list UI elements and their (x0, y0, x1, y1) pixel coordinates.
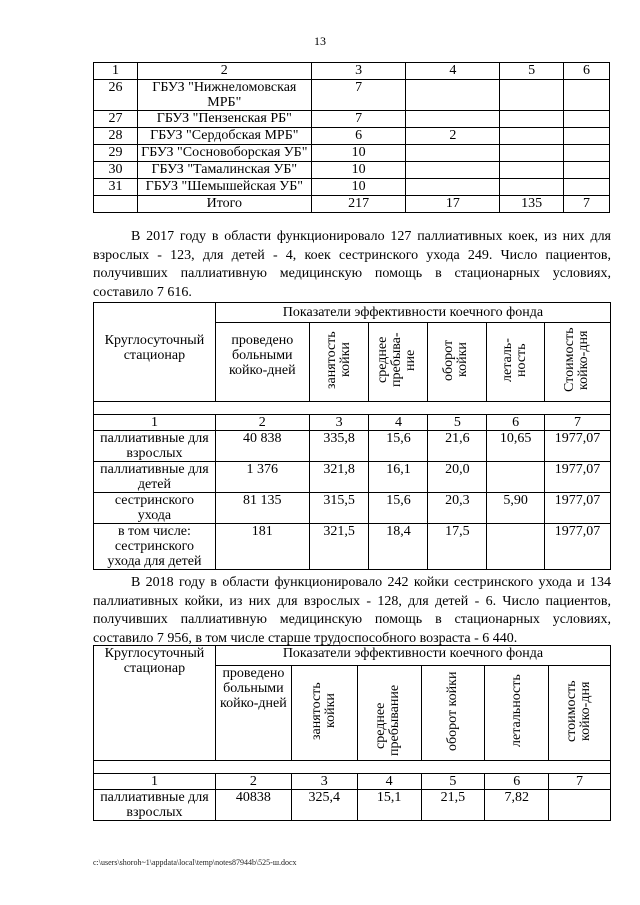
cell: 10 (311, 145, 406, 162)
institution-name: ГБУЗ "Тамалинская УБ" (137, 162, 311, 179)
cell (564, 162, 610, 179)
column-number: 1 (94, 415, 216, 431)
table-row (94, 145, 610, 162)
column-number: 6 (485, 774, 549, 790)
cell: 1977,07 (545, 462, 611, 493)
column-header (369, 323, 428, 402)
column-header-text: Стоимость койко-дня (561, 327, 591, 393)
paragraph-text: В 2017 году в области функционировало 127 паллиативных коек, из них для взрослых - 123, для детей - 4, коек сестринского ухода 249. Число пациентов, получивших паллиативную медицинскую помощь в стационарных условиях, составило 7 616. (93, 229, 611, 300)
cell: 20,3 (428, 493, 487, 524)
cell (487, 462, 545, 493)
column-header (421, 666, 485, 761)
table-efficiency-2017 (93, 302, 611, 570)
cell: 15,1 (357, 790, 421, 821)
column-number: 3 (309, 415, 369, 431)
cell (406, 111, 500, 128)
cell: 16,1 (369, 462, 428, 493)
table-row (94, 179, 610, 196)
cell: 20,0 (428, 462, 487, 493)
page-number: 13 (314, 34, 326, 48)
header-cell: 1 (94, 63, 138, 80)
cell: 7 (311, 80, 406, 111)
table-efficiency-2018 (93, 645, 611, 821)
cell (406, 80, 500, 111)
cell: 21,6 (428, 431, 487, 462)
column-number: 2 (215, 415, 309, 431)
cell: 321,8 (309, 462, 369, 493)
header-cell: 2 (137, 63, 311, 80)
institution-name: ГБУЗ "Сердобская МРБ" (137, 128, 311, 145)
cell (500, 145, 564, 162)
cell (500, 128, 564, 145)
cell (500, 111, 564, 128)
column-header-text: оборот койки (444, 671, 460, 751)
cell: 2 (406, 128, 500, 145)
cell: 40838 (215, 790, 291, 821)
institution-name: ГБУЗ "Пензенская РБ" (137, 111, 311, 128)
cell: 335,8 (309, 431, 369, 462)
cell (406, 145, 500, 162)
column-numbers-row (94, 415, 611, 431)
column-number: 4 (357, 774, 421, 790)
column-header (309, 323, 369, 402)
cell: 321,5 (309, 524, 369, 570)
cell: 315,5 (309, 493, 369, 524)
row-label: паллиативные для взрослых (94, 790, 216, 821)
cell (564, 111, 610, 128)
row-label: в том числе: сестринского ухода для детей (94, 524, 216, 570)
column-header-text: оборот койки (441, 339, 471, 381)
column-number: 4 (369, 415, 428, 431)
row-number: 29 (94, 145, 138, 162)
cell: 15,6 (369, 431, 428, 462)
cell: 10,65 (487, 431, 545, 462)
cell (500, 179, 564, 196)
stub-header: Круглосуточный стационар (94, 303, 216, 402)
cell: 1977,07 (545, 431, 611, 462)
paragraph-text: В 2018 году в области функционировало 242 койки сестринского ухода и 134 паллиативных койки, из них для взрослых - 128, для детей - 6. Число пациентов, получивших паллиативную медицинскую помощь в стационарных условиях, составило 7 956, в том числе старше трудоспособного возраста - 6 440. (93, 575, 611, 646)
cell (564, 128, 610, 145)
cell: 18,4 (369, 524, 428, 570)
column-header-text: стоимость койко-дня (563, 680, 593, 742)
cell (406, 162, 500, 179)
cell: 135 (500, 196, 564, 213)
row-label: паллиативные для детей (94, 462, 216, 493)
cell (564, 179, 610, 196)
table-bed-fund-continuation (93, 62, 610, 213)
cell: 17,5 (428, 524, 487, 570)
column-header-text: среднее пребывание (373, 684, 403, 756)
cell: 217 (311, 196, 406, 213)
cell: 5,90 (487, 493, 545, 524)
cell: 1977,07 (545, 493, 611, 524)
total-label: Итого (137, 196, 311, 213)
column-header-text: летальность (508, 674, 524, 748)
cell: 6 (311, 128, 406, 145)
row-label: паллиативные для взрослых (94, 431, 216, 462)
column-header (291, 666, 357, 761)
cell (564, 80, 610, 111)
column-header (428, 323, 487, 402)
institution-name: ГБУЗ "Сосновоборская УБ" (137, 145, 311, 162)
column-number: 1 (94, 774, 216, 790)
cell: 15,6 (369, 493, 428, 524)
cell: 7,82 (485, 790, 549, 821)
row-number: 26 (94, 80, 138, 111)
column-header: проведено больными койко-дней (215, 323, 309, 402)
column-number: 2 (215, 774, 291, 790)
column-header: проведено больными койко-дней (215, 666, 291, 761)
column-header-text: занятость койки (324, 331, 354, 389)
cell (500, 162, 564, 179)
column-number: 5 (421, 774, 485, 790)
table-row (94, 493, 611, 524)
column-header-text: занятость койки (309, 682, 339, 740)
spacer-cell (94, 761, 611, 774)
stub-header: Круглосуточный стационар (94, 646, 216, 761)
table-header-row (94, 63, 610, 80)
cell: 1977,07 (545, 524, 611, 570)
column-number: 3 (291, 774, 357, 790)
cell: 181 (215, 524, 309, 570)
institution-name: ГБУЗ "Шемышейская УБ" (137, 179, 311, 196)
table-row (94, 462, 611, 493)
institution-name: ГБУЗ "Нижнеломовская МРБ" (137, 80, 311, 111)
table-row (94, 431, 611, 462)
header-cell: 4 (406, 63, 500, 80)
table-header-row (94, 303, 611, 323)
spacer-row (94, 402, 611, 415)
cell: 40 838 (215, 431, 309, 462)
cell: 325,4 (291, 790, 357, 821)
spacer-cell (94, 402, 611, 415)
table-row (94, 128, 610, 145)
row-number: 31 (94, 179, 138, 196)
column-numbers-row (94, 774, 611, 790)
cell: 7 (564, 196, 610, 213)
cell (500, 80, 564, 111)
cell: 17 (406, 196, 500, 213)
cell: 1 376 (215, 462, 309, 493)
cell: 10 (311, 179, 406, 196)
column-header (487, 323, 545, 402)
table-row (94, 790, 611, 821)
cell: 21,5 (421, 790, 485, 821)
header-cell: 5 (500, 63, 564, 80)
column-number: 7 (549, 774, 611, 790)
spacer-row (94, 761, 611, 774)
column-header-text: среднее пребыва-ние (375, 332, 419, 388)
footer-file-path: c:\users\shoroh~1\appdata\local\temp\notes87944b\525-ш.docx (93, 858, 297, 867)
cell (94, 196, 138, 213)
cell (564, 145, 610, 162)
column-number: 7 (545, 415, 611, 431)
table-header-row (94, 646, 611, 666)
cell: 10 (311, 162, 406, 179)
group-header: Показатели эффективности коечного фонда (215, 303, 610, 323)
cell (487, 524, 545, 570)
column-header-text: леталь-ность (499, 338, 529, 382)
total-row (94, 196, 610, 213)
header-cell: 6 (564, 63, 610, 80)
column-header (485, 666, 549, 761)
table-row (94, 111, 610, 128)
table-row (94, 162, 610, 179)
row-number: 30 (94, 162, 138, 179)
column-number: 6 (487, 415, 545, 431)
column-header (545, 323, 611, 402)
paragraph-2018 (93, 574, 611, 648)
column-header (549, 666, 611, 761)
column-number: 5 (428, 415, 487, 431)
header-cell: 3 (311, 63, 406, 80)
cell (549, 790, 611, 821)
row-number: 27 (94, 111, 138, 128)
cell: 7 (311, 111, 406, 128)
paragraph-2017 (93, 228, 611, 302)
group-header: Показатели эффективности коечного фонда (215, 646, 610, 666)
table-row (94, 80, 610, 111)
cell: 81 135 (215, 493, 309, 524)
table-row (94, 524, 611, 570)
row-label: сестринского ухода (94, 493, 216, 524)
cell (406, 179, 500, 196)
column-header (357, 666, 421, 761)
row-number: 28 (94, 128, 138, 145)
